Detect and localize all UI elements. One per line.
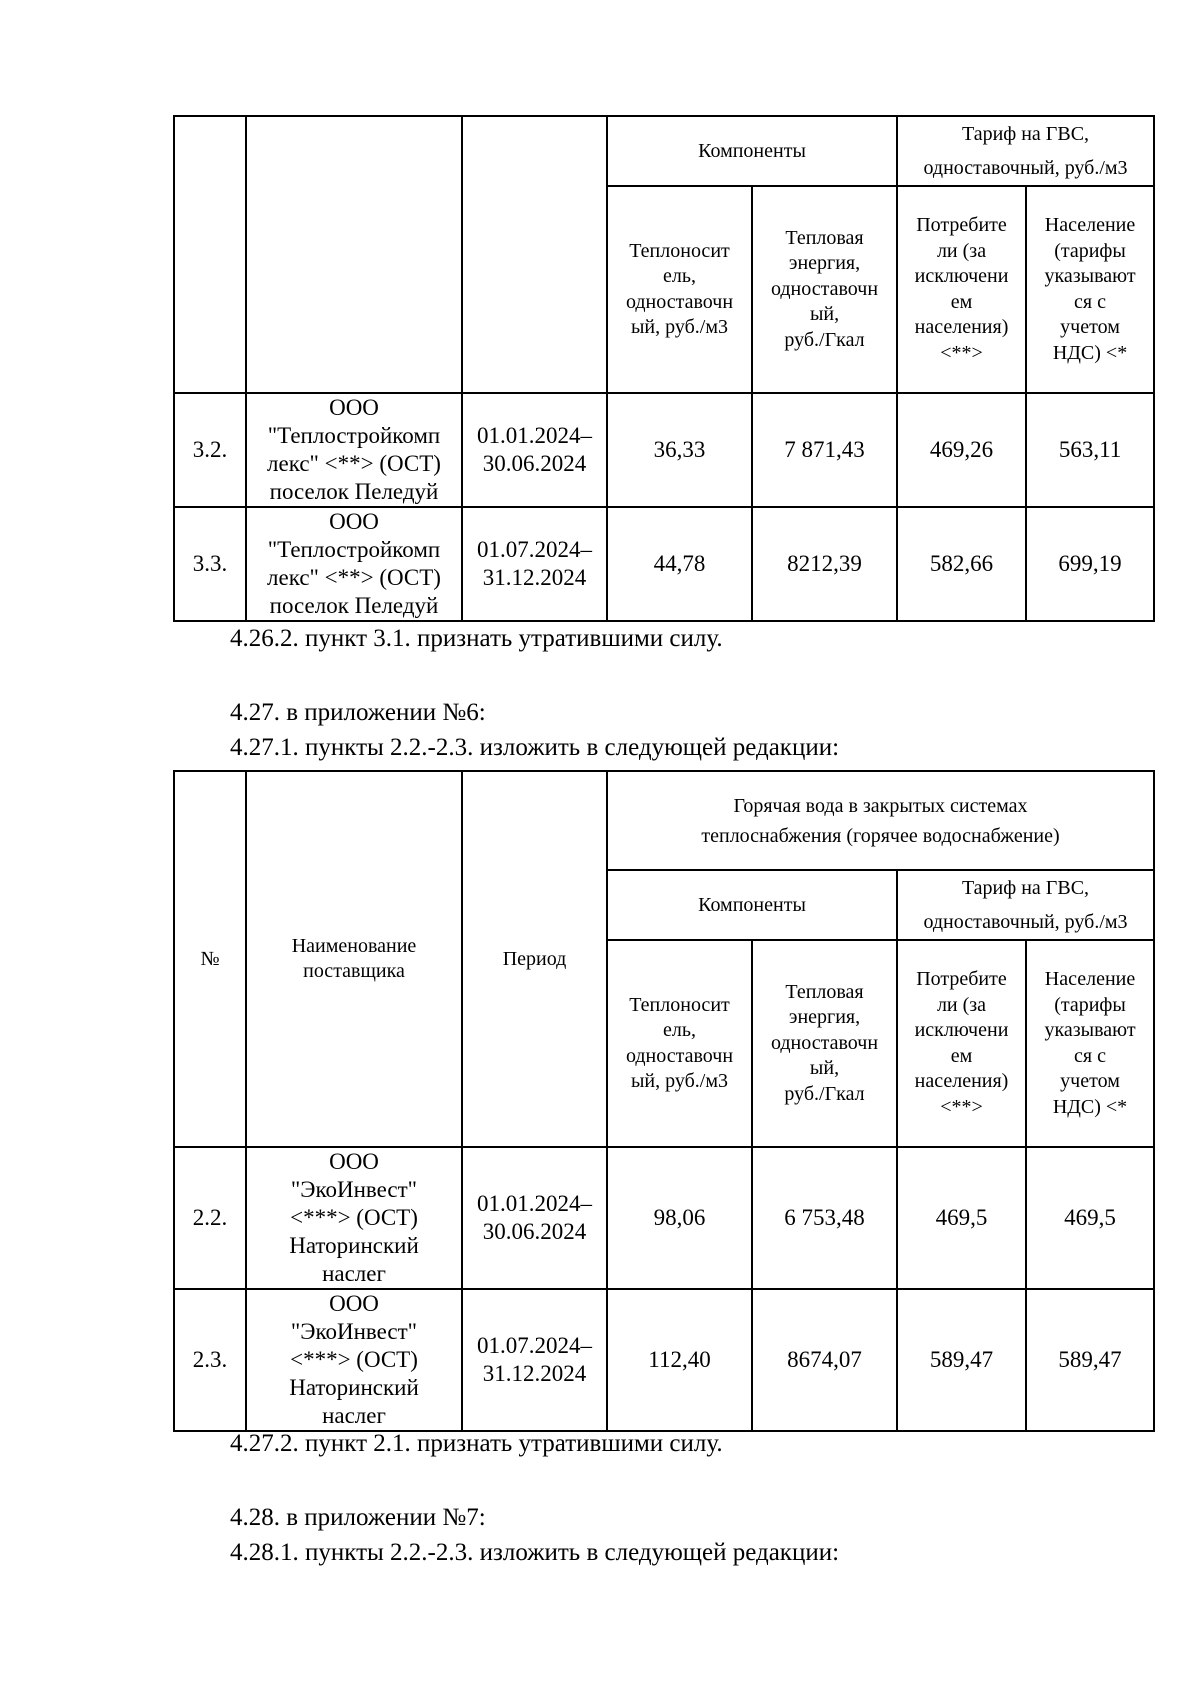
row-coolant-value: 98,06 [607, 1147, 752, 1289]
paragraph-4-28-1: 4.28.1. пункты 2.2.-2.3. изложить в следующей редакции: [230, 1539, 840, 1566]
header-coolant: Теплоносит ель, одноставочн ый, руб./м3 [607, 186, 752, 393]
row-supplier: ООО "Теплостройкомп лекс" <**> (ОСТ) поселок Пеледуй [246, 507, 462, 621]
row-coolant-value: 44,78 [607, 507, 752, 621]
row-consumers-value: 589,47 [897, 1289, 1026, 1431]
tariff-table-2 [173, 770, 1155, 1432]
row-period: 01.01.2024– 30.06.2024 [462, 393, 607, 507]
header-components: Компоненты [607, 116, 897, 186]
row-supplier: ООО "Теплостройкомп лекс" <**> (ОСТ) поселок Пеледуй [246, 393, 462, 507]
row-period: 01.07.2024– 31.12.2024 [462, 507, 607, 621]
header-tariff: Тариф на ГВС, одноставочный, руб./м3 [897, 870, 1154, 940]
header-population: Население (тарифы указывают ся с учетом НДС) <* [1026, 940, 1154, 1147]
header-num-blank [174, 116, 246, 393]
header-period-blank [462, 116, 607, 393]
paragraph-4-27-1: 4.27.1. пункты 2.2.-2.3. изложить в следующей редакции: [230, 734, 840, 761]
row-heat-value: 7 871,43 [752, 393, 897, 507]
row-supplier: ООО "ЭкоИнвест" <***> (ОСТ) Наторинский наслег [246, 1147, 462, 1289]
table-row [174, 1147, 1154, 1289]
row-heat-value: 6 753,48 [752, 1147, 897, 1289]
header-consumers: Потребите ли (за исключени ем населения) <**> [897, 186, 1026, 393]
paragraph-4-28: 4.28. в приложении №7: [230, 1504, 486, 1531]
header-hot-water: Горячая вода в закрытых системах теплоснабжения (горячее водоснабжение) [607, 771, 1154, 870]
header-supplier: Наименование поставщика [246, 771, 462, 1147]
row-consumers-value: 469,26 [897, 393, 1026, 507]
paragraph-4-27: 4.27. в приложении №6: [230, 699, 486, 726]
table-row [174, 393, 1154, 507]
row-population-value: 469,5 [1026, 1147, 1154, 1289]
table-row [174, 507, 1154, 621]
tariff-table-1 [173, 115, 1155, 622]
paragraph-4-26-2: 4.26.2. пункт 3.1. признать утратившими силу. [230, 625, 723, 652]
row-period: 01.01.2024– 30.06.2024 [462, 1147, 607, 1289]
row-supplier: ООО "ЭкоИнвест" <***> (ОСТ) Наторинский наслег [246, 1289, 462, 1431]
row-consumers-value: 469,5 [897, 1147, 1026, 1289]
row-coolant-value: 36,33 [607, 393, 752, 507]
row-population-value: 589,47 [1026, 1289, 1154, 1431]
row-period: 01.07.2024– 31.12.2024 [462, 1289, 607, 1431]
row-consumers-value: 582,66 [897, 507, 1026, 621]
header-num: № [174, 771, 246, 1147]
row-population-value: 563,11 [1026, 393, 1154, 507]
paragraph-4-27-2: 4.27.2. пункт 2.1. признать утратившими силу. [230, 1430, 723, 1457]
row-heat-value: 8212,39 [752, 507, 897, 621]
row-population-value: 699,19 [1026, 507, 1154, 621]
header-heat-energy: Тепловая энергия, одноставочн ый, руб./Гкал [752, 186, 897, 393]
header-coolant: Теплоносит ель, одноставочн ый, руб./м3 [607, 940, 752, 1147]
header-supplier-blank [246, 116, 462, 393]
table-row [174, 1289, 1154, 1431]
header-heat-energy: Тепловая энергия, одноставочн ый, руб./Гкал [752, 940, 897, 1147]
header-tariff: Тариф на ГВС, одноставочный, руб./м3 [897, 116, 1154, 186]
row-number: 2.3. [174, 1289, 246, 1431]
header-population: Население (тарифы указывают ся с учетом НДС) <* [1026, 186, 1154, 393]
row-number: 2.2. [174, 1147, 246, 1289]
row-number: 3.3. [174, 507, 246, 621]
header-period: Период [462, 771, 607, 1147]
row-coolant-value: 112,40 [607, 1289, 752, 1431]
header-components: Компоненты [607, 870, 897, 940]
row-heat-value: 8674,07 [752, 1289, 897, 1431]
header-consumers: Потребите ли (за исключени ем населения) <**> [897, 940, 1026, 1147]
row-number: 3.2. [174, 393, 246, 507]
